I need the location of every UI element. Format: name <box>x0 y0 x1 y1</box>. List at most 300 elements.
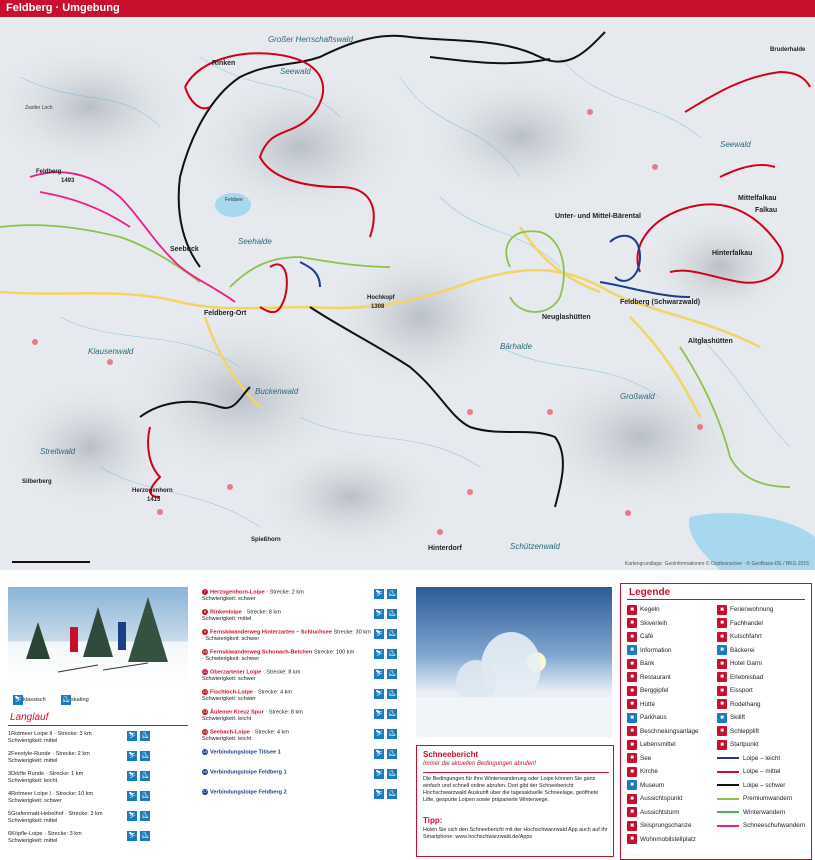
legend-line-label: Winterwandern <box>743 808 786 816</box>
trail-map[interactable] <box>0 17 815 570</box>
trail-difficulty: Schwierigkeit: mittel <box>8 738 58 744</box>
trail-name: Fernskiwanderweg Schonach-Belchen <box>210 649 313 656</box>
legend-symbol-icon: ■ <box>627 632 637 642</box>
skiers-illustration <box>8 587 188 685</box>
legend-item <box>627 807 680 818</box>
classic-icon: ⛷ <box>375 731 383 737</box>
legend-symbol-icon: ■ <box>717 672 727 682</box>
legend-label: See <box>640 754 652 762</box>
skating-icon: ⛸ <box>141 833 149 839</box>
classic-icon: ⛷ <box>375 631 383 637</box>
legend-label: Kirche <box>640 768 658 775</box>
skating-label: skating <box>71 696 89 703</box>
legend-title: Legende <box>629 587 671 598</box>
trail-item <box>202 609 407 623</box>
classic-icon: ⛷ <box>375 611 383 617</box>
trail-item <box>8 811 188 825</box>
trail-item <box>202 649 407 663</box>
trail-item <box>202 709 407 723</box>
classic-icon: ⛷ <box>375 671 383 677</box>
trail-name: Rinkenloipe <box>210 609 242 616</box>
trail-style-icons <box>371 649 397 659</box>
trail-difficulty: Schwierigkeit: schwer <box>202 596 256 603</box>
skating-icon: ⛸ <box>388 691 396 697</box>
legend-item <box>717 672 763 683</box>
skating-icon: ⛸ <box>62 696 70 703</box>
trail-length: · Strecke: 2 km <box>266 589 304 596</box>
legend-label: Aussichtspunkt <box>640 795 683 802</box>
legend-symbol-icon: ■ <box>717 605 727 615</box>
trail-name: Verbindungsloipe Titisee 1 <box>210 749 281 756</box>
trail-name: Herzogenhorn-Loipe <box>210 589 265 596</box>
trail-style-icons <box>371 789 397 799</box>
tipp-label: Tipp: <box>423 816 443 825</box>
classic-icon: ⛷ <box>375 591 383 597</box>
legend-line-item <box>717 780 785 791</box>
legend-item <box>627 726 698 737</box>
skating-style-key <box>58 694 89 705</box>
skating-icon: ⛸ <box>141 773 149 779</box>
legend-label: Café <box>640 633 654 640</box>
legend-label: Startpunkt <box>730 741 759 748</box>
map-credit: Kartengrundlage: Geoinformationen © Outdooractive · © GeoBasis-DE / BKG 2015 <box>624 561 809 567</box>
trail-number-badge: 15 <box>202 749 208 754</box>
legend-item <box>627 658 654 669</box>
legend-item <box>627 631 653 642</box>
legend-item <box>717 618 763 629</box>
skating-icon: ⛸ <box>141 813 149 819</box>
trail-style-icons <box>371 609 397 619</box>
legend-item <box>717 658 762 669</box>
trail-heading <box>8 751 188 758</box>
peak-herzogenhorn: Herzogenhorn <box>132 488 173 494</box>
skating-icon: ⛸ <box>388 591 396 597</box>
trail-style-icons <box>124 731 150 741</box>
trail-style-icons <box>371 729 397 739</box>
trail-item <box>8 731 188 745</box>
trail-style-icons <box>371 769 397 779</box>
trail-style-icons <box>371 709 397 719</box>
skating-icon: ⛸ <box>141 733 149 739</box>
legend-label: Ferienwohnung <box>730 606 774 613</box>
legend-divider <box>627 599 805 600</box>
trail-length: · Strecke: 2 km <box>52 751 90 757</box>
trail-length: Strecke: 30 km <box>333 629 371 636</box>
forest-schuetzenwald: Schützenwald <box>510 542 560 551</box>
trail-item <box>202 749 407 756</box>
classic-style-key <box>10 694 46 705</box>
trail-number-badge: 11 <box>202 669 208 674</box>
legend-label: Berggipfel <box>640 687 669 694</box>
place-feldberg-ort: Feldberg-Ort <box>204 310 247 317</box>
legend-line-item <box>717 807 785 818</box>
trail-length: · Strecke: 3 km <box>64 811 103 817</box>
legend-symbol-icon: ■ <box>627 605 637 615</box>
trail-number-badge: 13 <box>202 709 208 714</box>
legend-item <box>717 604 773 615</box>
legend-item <box>627 685 668 696</box>
trail-heading <box>8 811 188 818</box>
trail-name: Fischloch-Loipe <box>210 689 253 696</box>
trail-style-icons <box>124 751 150 761</box>
page-header <box>0 0 815 17</box>
legend-item <box>627 780 664 791</box>
skating-icon: ⛸ <box>388 751 396 757</box>
legend-label: Bank <box>640 660 655 667</box>
legend-item <box>627 604 660 615</box>
legend-item <box>717 631 762 642</box>
trail-item <box>202 629 407 643</box>
legend-line-item <box>717 766 780 777</box>
forest-grosswald: Großwald <box>620 392 655 401</box>
legend-item <box>627 739 676 750</box>
legend-item <box>627 699 655 710</box>
skating-icon: ⛸ <box>388 791 396 797</box>
classic-icon: ⛷ <box>14 696 22 703</box>
classic-icon: ⛷ <box>375 791 383 797</box>
legend-symbol-icon: ■ <box>717 726 727 736</box>
legend-item <box>717 739 759 750</box>
forest-klausenwald: Klausenwald <box>88 347 134 356</box>
place-mittelfalkau: Mittelfalkau <box>738 195 777 202</box>
trail-number-badge: 7 <box>203 589 207 594</box>
trail-number-badge: 9 <box>203 629 207 634</box>
legend-label: Aussichtsturm <box>640 808 680 816</box>
legend-line-swatch <box>717 811 739 813</box>
trail-number-badge: 5 <box>8 811 12 817</box>
legend-item <box>627 834 696 845</box>
legend-line-label: Premiumwandern <box>743 795 793 802</box>
trail-difficulty: · Schwierigkeit: schwer <box>202 636 260 643</box>
legend-symbol-icon: ■ <box>627 740 637 750</box>
forest-seehalde: Seehalde <box>238 237 272 246</box>
legend-label: Lebensmittel <box>640 741 676 748</box>
trail-name: Köpfle-Loipe <box>11 831 43 837</box>
legend-label: Fachhandel <box>730 619 763 627</box>
legend-label: Skiverleih <box>640 619 668 627</box>
trail-number-badge: 3 <box>8 771 12 777</box>
legend-item <box>627 793 682 804</box>
trail-heading <box>8 791 188 798</box>
legend-label: Schlepplift <box>730 727 760 735</box>
legend-label: Eissport <box>730 687 753 694</box>
trail-number-badge: 2 <box>8 751 12 757</box>
legend-symbol-icon: ■ <box>717 686 727 696</box>
trail-difficulty: · Schwierigkeit: schwer <box>202 656 260 663</box>
trail-number-badge: 16 <box>202 769 208 774</box>
trail-number-badge: 1 <box>8 731 12 737</box>
trail-name: Verbindungsloipe Feldberg 1 <box>210 769 287 776</box>
classic-icon: ⛷ <box>128 793 136 799</box>
place-hinterdorf: Hinterdorf <box>428 545 462 552</box>
trail-name: Grafenmatt-Hebelhof <box>11 811 64 817</box>
trail-number-badge: 6 <box>8 831 12 837</box>
legend-label: Erlebnisbad <box>730 673 764 681</box>
schneebericht-box <box>416 745 614 857</box>
legend-item <box>717 645 755 656</box>
skating-icon: ⛸ <box>388 631 396 637</box>
legend-symbol-icon: ■ <box>627 618 637 628</box>
legend-label: Kegeln <box>640 606 660 613</box>
skating-icon: ⛸ <box>141 753 149 759</box>
trail-style-icons <box>371 749 397 759</box>
legend-line-item <box>717 793 792 804</box>
legend-symbol-icon: ■ <box>627 726 637 736</box>
legend-symbol-icon: ■ <box>717 699 727 709</box>
legend-symbol-icon: ■ <box>627 794 637 804</box>
schneebericht-body: Die Bedingungen für Ihre Winterwanderung oder Loipe können Sie ganz einfach und schnell online abrufen. Dort gibt der Schneebericht Hochschwarzwald Auskunft über die tagesaktuelle Schneelage, geöffnete Lifte, gespurte Loipen sowie präparierte Winterwege. <box>423 776 599 803</box>
peak-spiesshorn: Spießhorn <box>251 537 281 543</box>
classic-icon: ⛷ <box>128 733 136 739</box>
trail-difficulty: Schwierigkeit: schwer <box>202 696 256 703</box>
legend-symbol-icon: ■ <box>627 659 637 669</box>
skating-icon: ⛸ <box>141 793 149 799</box>
trail-length: Strecke: 100 km <box>313 649 355 656</box>
legend-label: Parkhaus <box>640 714 667 721</box>
trail-name: Feestyle-Runde <box>11 751 51 757</box>
place-altglashuetten: Altglashütten <box>688 338 733 345</box>
legend-label: Rodelhang <box>730 700 761 708</box>
lake-feldsee-label: Feldsee <box>225 197 243 203</box>
legend-symbol-icon: ■ <box>717 659 727 669</box>
trail-item <box>8 791 188 805</box>
trail-name: Seebach-Loipe <box>210 729 250 736</box>
peak-feldberg: Feldberg <box>36 169 62 175</box>
classic-icon: ⛷ <box>128 813 136 819</box>
legend-item <box>717 712 745 723</box>
schneebericht-divider <box>423 772 609 773</box>
classic-icon: ⛷ <box>128 753 136 759</box>
legend-label: Wohnmobilstellplatz <box>640 835 696 843</box>
trail-difficulty: Schwierigkeit: mittel <box>202 616 252 623</box>
trail-length: · Strecke: 10 km <box>52 791 94 797</box>
legend-line-item <box>717 820 805 831</box>
peak-herzogenhorn-elevation: 1415 <box>147 497 161 503</box>
legend-line-label: Loipe – schwer <box>743 781 786 789</box>
trail-number-badge: 14 <box>202 729 208 734</box>
peak-hochkopf-elevation: 1308 <box>371 304 385 310</box>
forest-streitwald: Streitwald <box>40 447 76 456</box>
trail-style-icons <box>124 811 150 821</box>
trail-number-badge: 10 <box>202 649 208 654</box>
classic-icon: ⛷ <box>375 691 383 697</box>
photo-cross-country-skiers <box>8 587 188 685</box>
legend-item <box>717 726 759 737</box>
legend-symbol-icon: ■ <box>627 767 637 777</box>
legend-item <box>627 618 667 629</box>
classic-icon: ⛷ <box>375 651 383 657</box>
tipp-body: Holen Sie sich den Schneebericht mit der Hochschwarzwald App auch auf Ihr Smartphone: www.hochschwarzwald.de/Apps <box>423 827 608 840</box>
trail-style-icons <box>371 689 397 699</box>
classic-icon: ⛷ <box>375 751 383 757</box>
legend-label: Museum <box>640 781 665 789</box>
legend-label: Hotel Garni <box>730 660 762 667</box>
forest-buckenwald: Buckenwald <box>255 387 299 396</box>
legend-line-item <box>717 753 780 764</box>
legend-symbol-icon: ■ <box>717 645 727 655</box>
legend-symbol-icon: ■ <box>627 713 637 723</box>
legend-item <box>627 672 671 683</box>
forest-seewald: Seewald <box>280 67 311 76</box>
trail-name: Dörfle Runde <box>11 771 45 777</box>
legend-label: Restaurant <box>640 673 671 681</box>
skating-icon: ⛸ <box>388 731 396 737</box>
trail-difficulty: Schwierigkeit: schwer <box>202 676 256 683</box>
trail-length: · Strecke: 1 km <box>45 771 84 777</box>
trail-length: · Strecke: 4 km <box>251 729 289 736</box>
trail-style-icons <box>124 831 150 841</box>
peak-silberberg: Silberberg <box>22 479 52 485</box>
legend-item <box>717 699 760 710</box>
trail-name: Rotmeer Loipe I <box>11 791 51 797</box>
legend-symbol-icon: ■ <box>627 699 637 709</box>
legend-symbol-icon: ■ <box>627 645 637 655</box>
trail-difficulty: Schwierigkeit: schwer <box>8 798 62 804</box>
legend-line-swatch <box>717 771 739 773</box>
legend-label: Beschneiungsanlage <box>640 727 699 735</box>
trail-item <box>202 689 407 703</box>
trail-length: · Strecke: 8 km <box>243 609 281 616</box>
forest-herrschaftswald: Großer Herrschaftswald <box>268 35 353 44</box>
legend-symbol-icon: ■ <box>717 632 727 642</box>
legend-symbol-icon: ■ <box>627 753 637 763</box>
classic-icon: ⛷ <box>128 773 136 779</box>
trail-name: Fernskiwanderweg Hinterzarten – Schluchsee <box>210 629 332 636</box>
trail-item <box>8 751 188 765</box>
legend-line-swatch <box>717 784 739 786</box>
legend-label: Skisprungschanze <box>640 822 692 829</box>
langlauf-divider <box>8 725 188 726</box>
trail-number-badge: 8 <box>203 609 207 614</box>
place-baerental: Unter- und Mittel-Bärental <box>555 213 641 220</box>
trail-style-icons <box>371 669 397 679</box>
peak-hochkopf: Hochkopf <box>367 295 395 301</box>
legend-symbol-icon: ■ <box>627 834 637 844</box>
trail-style-icons <box>124 771 150 781</box>
trail-heading <box>8 771 188 778</box>
trail-style-icons <box>371 629 397 639</box>
place-hinterfalkau: Hinterfalkau <box>712 250 753 257</box>
forest-zastler-loch: Zastler Loch <box>25 105 53 111</box>
trail-item <box>202 729 407 743</box>
trail-number-badge: 12 <box>202 689 208 694</box>
skating-icon: ⛸ <box>388 771 396 777</box>
classic-icon: ⛷ <box>375 771 383 777</box>
photo-winter-sunset <box>416 587 612 737</box>
skating-icon: ⛸ <box>388 611 396 617</box>
legend-label: Bäckerei <box>730 646 755 654</box>
trail-item <box>202 589 407 603</box>
trail-heading <box>8 831 188 838</box>
trail-length: · Strecke: 3 km <box>44 831 82 837</box>
legend-symbol-icon: ■ <box>627 672 637 682</box>
legend-item <box>627 645 672 656</box>
legend-item <box>627 753 651 764</box>
legend-symbol-icon: ■ <box>717 618 727 628</box>
trail-name: Oberzartener Loipe <box>210 669 262 676</box>
legend-line-label: Schneeschuhwandern <box>743 822 806 829</box>
place-rinken: Rinken <box>212 60 236 67</box>
schneebericht-title: Schneebericht <box>423 750 479 759</box>
trail-style-icons <box>371 589 397 599</box>
trail-length: · Strecke: 8 km <box>265 709 303 716</box>
trail-item <box>202 669 407 683</box>
trail-number-badge: 4 <box>8 791 12 797</box>
trail-length: · Strecke: 4 km <box>254 689 293 696</box>
legend-item <box>717 685 753 696</box>
trail-name: Äulemer Kreuz Spur <box>210 709 264 716</box>
place-feldberg-schwarzwald: Feldberg (Schwarzwald) <box>620 299 701 306</box>
legend-line-label: Loipe – mittel <box>743 768 781 775</box>
place-neuglashuetten: Neuglashütten <box>542 314 591 321</box>
trail-difficulty: Schwierigkeit: mittel <box>8 758 58 764</box>
skating-icon: ⛸ <box>388 671 396 677</box>
trail-item <box>8 771 188 785</box>
winter-scene <box>416 587 612 737</box>
trail-number-badge: 17 <box>202 789 208 794</box>
legend-symbol-icon: ■ <box>627 807 637 817</box>
trail-difficulty: Schwierigkeit: leicht <box>8 778 58 784</box>
legend-item <box>627 820 691 831</box>
trail-difficulty: Schwierigkeit: mittel <box>8 838 58 844</box>
legend-label: Hütte <box>640 700 656 708</box>
page-title: Feldberg · Umgebung <box>6 2 120 14</box>
legend-label: Information <box>640 646 672 654</box>
peak-feldberg-elevation: 1493 <box>61 178 75 184</box>
langlauf-heading: Langlauf <box>10 712 49 723</box>
trail-length: · Strecke: 8 km <box>262 669 301 676</box>
legend-symbol-icon: ■ <box>717 740 727 750</box>
trail-item <box>202 769 407 776</box>
trail-item <box>8 831 188 845</box>
place-seebuck: Seebuck <box>170 246 199 253</box>
info-section <box>0 575 815 860</box>
skating-icon: ⛸ <box>388 651 396 657</box>
classic-icon: ⛷ <box>128 833 136 839</box>
forest-seewald-east: Seewald <box>720 140 751 149</box>
trail-difficulty: Schwierigkeit: mittel <box>8 818 58 824</box>
map-canvas <box>0 17 815 570</box>
legend-line-swatch <box>717 825 739 827</box>
trail-length: · Strecke: 3 km <box>54 731 92 737</box>
skating-icon: ⛸ <box>388 711 396 717</box>
legend-item <box>627 712 667 723</box>
place-falkau: Falkau <box>755 207 778 214</box>
legend-label: Skilift <box>730 714 746 721</box>
legend-symbol-icon: ■ <box>717 713 727 723</box>
trail-name: Verbindungsloipe Feldberg 2 <box>210 789 287 796</box>
legend-line-swatch <box>717 757 739 759</box>
legend-symbol-icon: ■ <box>627 686 637 696</box>
trail-difficulty: Schwierigkeit: leicht <box>202 736 252 743</box>
legend-symbol-icon: ■ <box>627 821 637 831</box>
legend-line-swatch <box>717 798 739 800</box>
forest-baerhalde: Bärhalde <box>500 342 533 351</box>
legend-item <box>627 766 658 777</box>
trail-difficulty: Schwierigkeit: leicht <box>202 716 252 723</box>
legend-symbol-icon: ■ <box>627 780 637 790</box>
trail-style-icons <box>124 791 150 801</box>
classic-label: klassisch <box>23 696 46 703</box>
legend-line-label: Loipe – leicht <box>743 754 781 762</box>
trail-heading <box>8 731 188 738</box>
legend-box <box>620 583 812 860</box>
schneebericht-subtitle: Immer die aktuellen Bedingungen abrufen! <box>423 761 537 767</box>
classic-icon: ⛷ <box>375 711 383 717</box>
place-bruderhalde: Bruderhalde <box>770 47 806 53</box>
trail-name: Rotmeer Loipe II <box>11 731 53 737</box>
legend-label: Kutschfahrt <box>730 633 762 640</box>
